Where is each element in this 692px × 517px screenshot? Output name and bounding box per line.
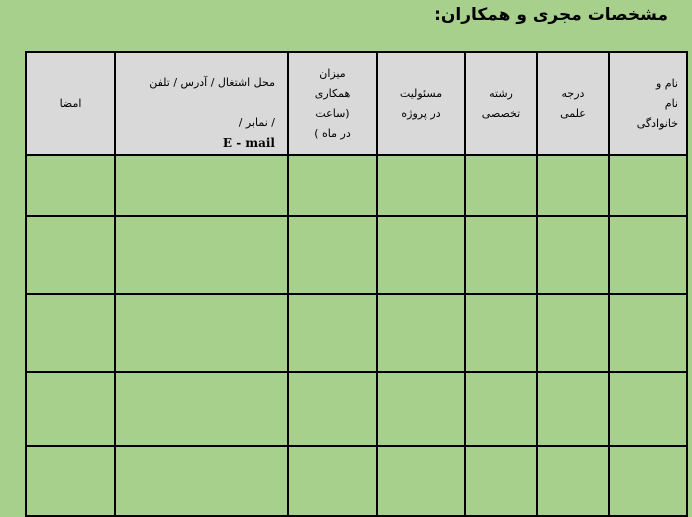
table-cell[interactable]	[26, 294, 115, 372]
table-cell[interactable]	[115, 446, 288, 516]
header-responsibility: مسئولیت در پروژه	[377, 52, 465, 155]
table-cell[interactable]	[377, 446, 465, 516]
header-signature: امضا	[26, 52, 115, 155]
table-cell[interactable]	[115, 372, 288, 446]
table-cell[interactable]	[465, 446, 537, 516]
header-contact-email: E - mail	[222, 136, 275, 150]
header-degree: درجه علمی	[537, 52, 609, 155]
table-cell[interactable]	[26, 446, 115, 516]
header-row	[26, 52, 687, 155]
table-cell[interactable]	[609, 216, 687, 294]
table-cell[interactable]	[609, 372, 687, 446]
table-cell[interactable]	[465, 294, 537, 372]
table-cell[interactable]	[465, 372, 537, 446]
table-row	[26, 446, 687, 516]
table-cell[interactable]	[288, 446, 377, 516]
table-row	[26, 372, 687, 446]
table-cell[interactable]	[26, 155, 115, 216]
table-cell[interactable]	[377, 372, 465, 446]
table-row	[26, 216, 687, 294]
table-cell[interactable]	[115, 294, 288, 372]
header-field: رشته تخصصی	[465, 52, 537, 155]
table-cell[interactable]	[465, 155, 537, 216]
table-cell[interactable]	[115, 155, 288, 216]
header-contact	[115, 52, 288, 155]
table-cell[interactable]	[377, 216, 465, 294]
table-cell[interactable]	[537, 372, 609, 446]
table-cell[interactable]	[609, 155, 687, 216]
table-cell[interactable]	[537, 446, 609, 516]
table-cell[interactable]	[377, 294, 465, 372]
table-cell[interactable]	[609, 294, 687, 372]
table-cell[interactable]	[288, 372, 377, 446]
header-contact-line1: محل اشتغال / آدرس / تلفن	[149, 76, 275, 89]
table-cell[interactable]	[377, 155, 465, 216]
table-cell[interactable]	[537, 216, 609, 294]
table-row	[26, 294, 687, 372]
header-contact-line2: / نمابر /	[238, 116, 275, 129]
table-cell[interactable]	[288, 216, 377, 294]
table-cell[interactable]	[537, 294, 609, 372]
team-members-table	[25, 51, 688, 517]
table-cell[interactable]	[609, 446, 687, 516]
table-cell[interactable]	[288, 155, 377, 216]
table-cell[interactable]	[465, 216, 537, 294]
header-hours: میزان همکاری (ساعت در ماه )	[288, 52, 377, 155]
table-cell[interactable]	[26, 216, 115, 294]
page-title: مشخصات مجری و همکاران:	[434, 5, 668, 25]
table-cell[interactable]	[288, 294, 377, 372]
table-row	[26, 155, 687, 216]
table-cell[interactable]	[115, 216, 288, 294]
table-cell[interactable]	[537, 155, 609, 216]
table-cell[interactable]	[26, 372, 115, 446]
header-name: نام و نام خانوادگی	[609, 52, 687, 155]
